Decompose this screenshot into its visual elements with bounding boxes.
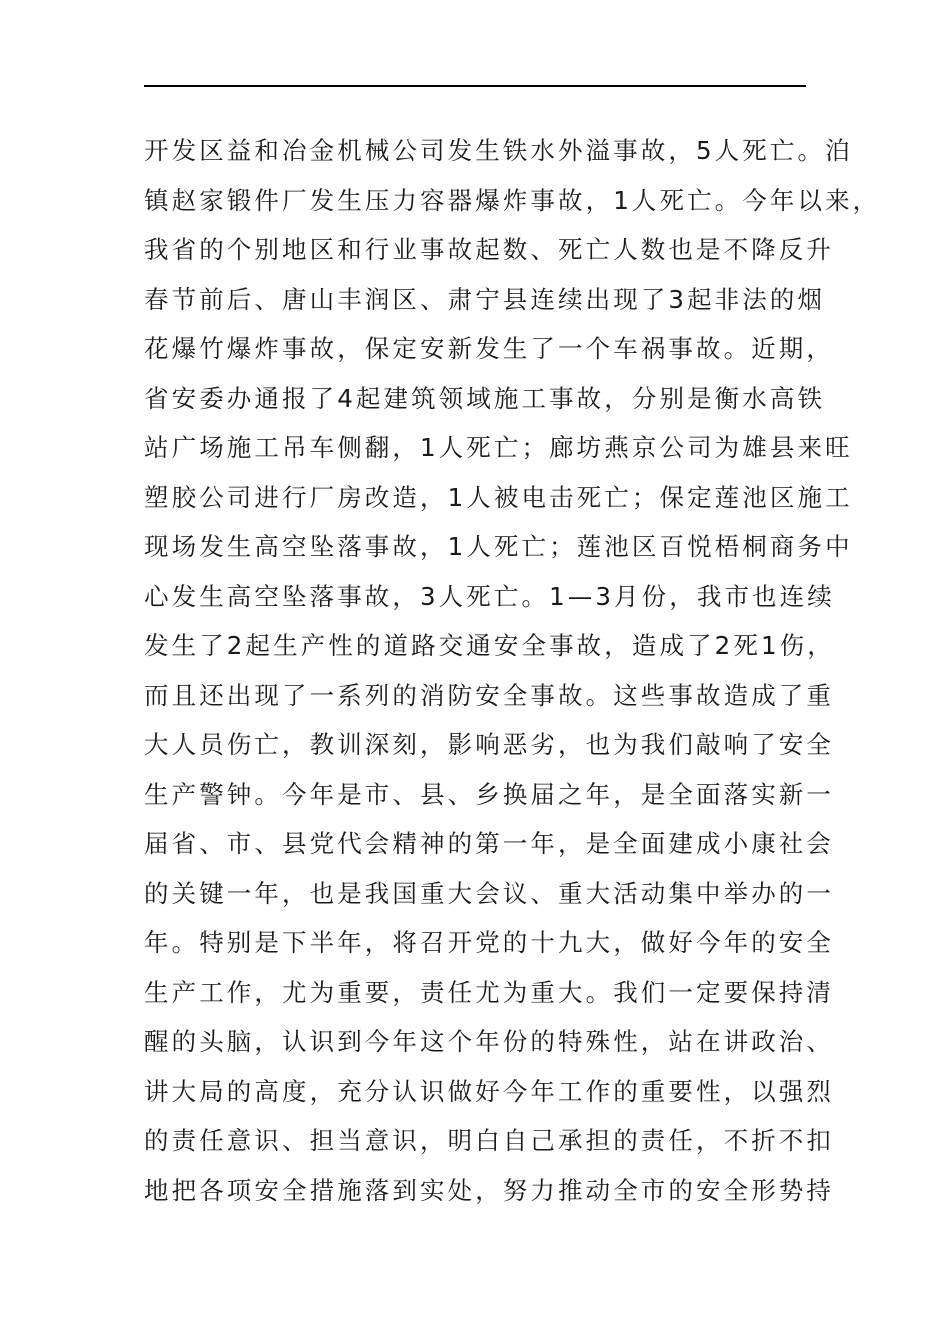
text-line: 花爆竹爆炸事故，保定安新发生了一个车祸事故。近期， [144, 334, 834, 363]
text-line: 站广场施工吊车侧翻，1人死亡；廊坊燕京公司为雄县来旺 [144, 433, 853, 462]
text-line: 春节前后、唐山丰润区、肃宁县连续出现了3起非法的烟 [144, 284, 826, 314]
text-line: 地把各项安全措施落到实处，努力推动全市的安全形势持 [144, 1175, 834, 1205]
text-line: 讲大局的高度，充分认识做好今年工作的重要性，以强烈 [144, 1076, 834, 1106]
text-line: 开发区益和冶金机械公司发生铁水外溢事故，5人死亡。泊 [144, 136, 853, 165]
body-text [144, 126, 881, 1215]
text-line: 年。特别是下半年，将召开党的十九大，做好今年的安全 [144, 928, 834, 957]
text-line: 的责任意识、担当意识，明白自己承担的责任，不折不扣 [144, 1126, 834, 1155]
text-line: 生产工作，尤为重要，责任尤为重大。我们一定要保持清 [144, 977, 834, 1007]
header-rule [144, 85, 806, 87]
text-line: 镇赵家锻件厂发生压力容器爆炸事故，1人死亡。今年以来， [144, 185, 881, 215]
text-line: 塑胶公司进行厂房改造，1人被电击死亡；保定莲池区施工 [144, 482, 853, 512]
text-line: 届省、市、县党代会精神的第一年，是全面建成小康社会 [144, 829, 834, 858]
text-line: 大人员伤亡，教训深刻，影响恶劣，也为我们敲响了安全 [144, 730, 834, 759]
text-line: 现场发生高空坠落事故，1人死亡；莲池区百悦梧桐商务中 [144, 532, 853, 561]
text-line: 发生了2起生产性的道路交通安全事故，造成了2死1伤， [144, 631, 835, 660]
text-line: 生产警钟。今年是市、县、乡换届之年，是全面落实新一 [144, 779, 834, 809]
text-line: 醒的头脑，认识到今年这个年份的特殊性，站在讲政治、 [144, 1027, 834, 1056]
text-line: 而且还出现了一系列的消防安全事故。这些事故造成了重 [144, 680, 834, 710]
text-line: 省安委办通报了4起建筑领域施工事故，分别是衡水高铁 [144, 383, 826, 413]
text-line: 我省的个别地区和行业事故起数、死亡人数也是不降反升 [144, 235, 834, 264]
text-line: 的关键一年，也是我国重大会议、重大活动集中举办的一 [144, 878, 834, 908]
text-line: 心发生高空坠落事故，3人死亡。1—3月份，我市也连续 [144, 581, 835, 611]
